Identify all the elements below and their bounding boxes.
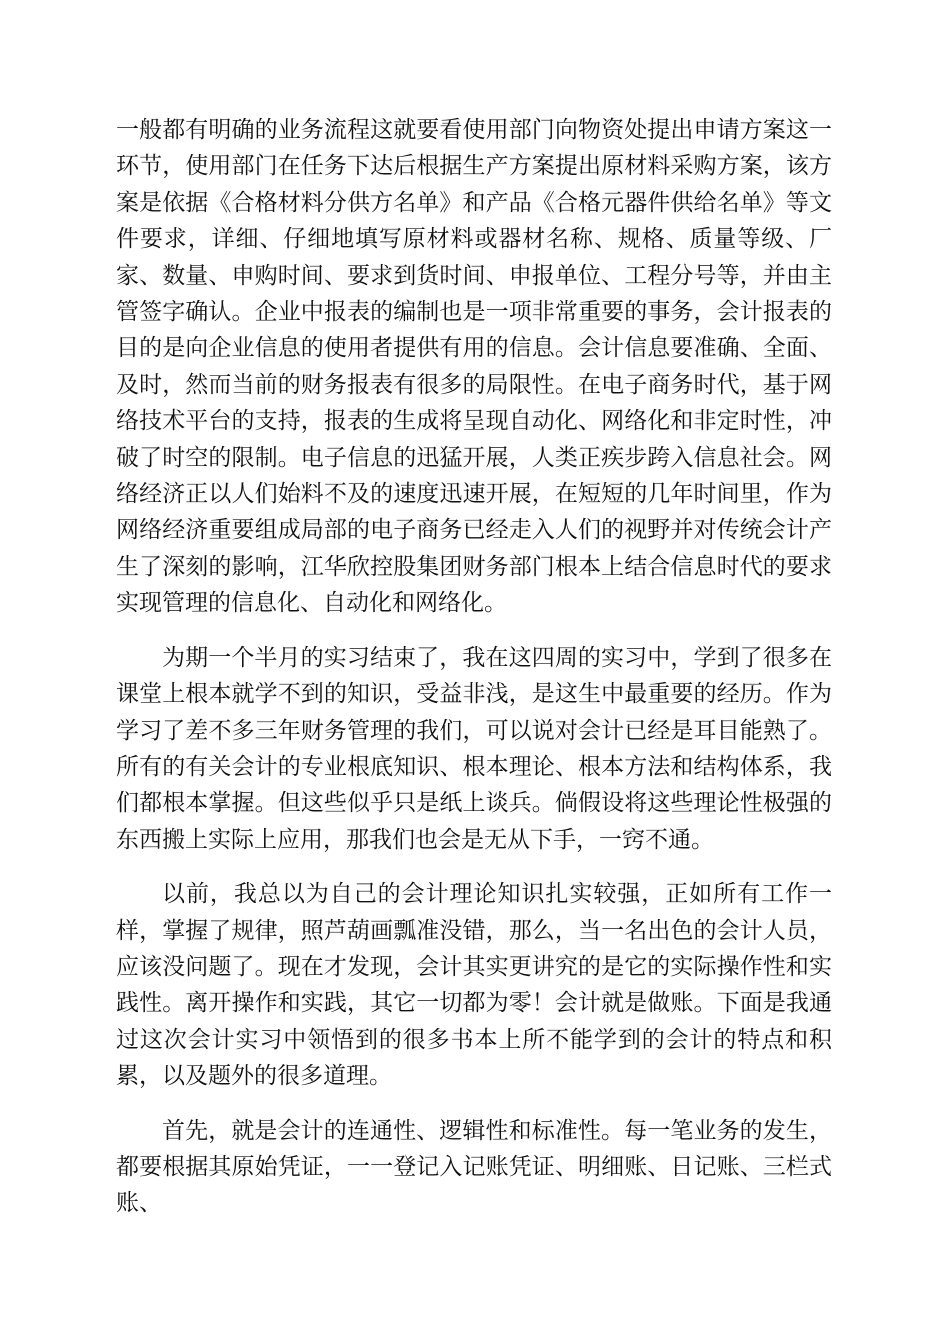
paragraph-2: 为期一个半月的实习结束了，我在这四周的实习中，学到了很多在课堂上根本就学不到的知识，受益非浅，是这生中最重要的经历。作为学习了差不多三年财务管理的我们，可以说对会计已经是耳目能熟了。所有的有关会计的专业根底知识、根本理论、根本方法和结构体系，我们都根本掌握。但这些似乎只是纸上谈兵。倘假设将这些理论性极强的东西搬上实际上应用，那我们也会是无从下手，一窍不通。 [116, 644, 832, 853]
paragraph-4: 首先，就是会计的连通性、逻辑性和标准性。每一笔业务的发生，都要根据其原始凭证，一一登记入记账凭证、明细账、日记账、三栏式账、 [116, 1117, 832, 1217]
body-text [116, 112, 832, 1222]
paragraph-3: 以前，我总以为自己的会计理论知识扎实较强，正如所有工作一样，掌握了规律，照芦葫画瓢准没错，那么，当一名出色的会计人员，应该没问题了。现在才发现，会计其实更讲究的是它的实际操作性和实践性。离开操作和实践，其它一切都为零！会计就是做账。下面是我通过这次会计实习中领悟到的很多书本上所不能学到的会计的特点和积累，以及题外的很多道理。 [116, 881, 832, 1090]
paragraph-1: 一般都有明确的业务流程这就要看使用部门向物资处提出申请方案这一环节，使用部门在任务下达后根据生产方案提出原材料采购方案，该方案是依据《合格材料分供方名单》和产品《合格元器件供给名单》等文件要求，详细、仔细地填写原材料或器材名称、规格、质量等级、厂家、数量、申购时间、要求到货时间、申报单位、工程分号等，并由主管签字确认。企业中报表的编制也是一项非常重要的事务，会计报表的目的是向企业信息的使用者提供有用的信息。会计信息要准确、全面、及时，然而当前的财务报表有很多的局限性。在电子商务时代，基于网络技术平台的支持，报表的生成将呈现自动化、网络化和非定时性，冲破了时空的限制。电子信息的迅猛开展，人类正疾步跨入信息社会。网络经济正以人们始料不及的速度迅速开展，在短短的几年时间里，作为网络经济重要组成局部的电子商务已经走入人们的视野并对传统会计产生了深刻的影响，江华欣控股集团财务部门根本上结合信息时代的要求实现管理的信息化、自动化和网络化。 [116, 117, 832, 617]
